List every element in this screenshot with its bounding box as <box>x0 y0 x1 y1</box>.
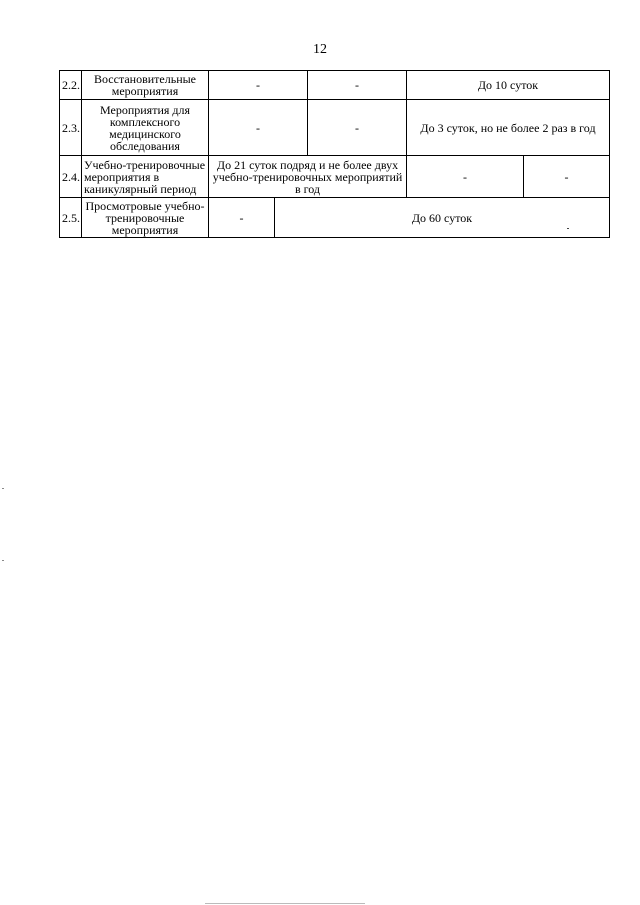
page-number: 12 <box>313 42 327 57</box>
row-cell: - <box>524 156 610 198</box>
row-cell: - <box>407 156 524 198</box>
row-cell: - <box>308 71 407 100</box>
row-merged-cell: До 60 суток <box>275 198 610 238</box>
row-name: Учебно-тренировочные мероприятия в каникулярный период <box>82 156 209 198</box>
row-name: Мероприятия для комплексного медицинского обследования <box>82 100 209 156</box>
row-cell: - <box>308 100 407 156</box>
row-merged-cell: До 10 суток <box>407 71 610 100</box>
row-cell: - <box>209 71 308 100</box>
table-row <box>60 198 610 238</box>
scan-speck <box>2 560 4 561</box>
scan-speck <box>567 228 569 229</box>
row-number: 2.3. <box>60 100 82 156</box>
row-name: Просмотровые учебно-тренировочные мероприятия <box>82 198 209 238</box>
table-row <box>60 71 610 100</box>
row-cell: - <box>209 198 275 238</box>
regulations-table <box>59 70 610 238</box>
row-merged-cell: До 3 суток, но не более 2 раз в год <box>407 100 610 156</box>
table-row <box>60 156 610 198</box>
row-name: Восстановительные мероприятия <box>82 71 209 100</box>
scan-speck <box>205 903 365 904</box>
row-merged-cell: До 21 суток подряд и не более двух учебно-тренировочных мероприятий в год <box>209 156 407 198</box>
scan-speck <box>2 488 4 489</box>
row-number: 2.5. <box>60 198 82 238</box>
row-cell: - <box>209 100 308 156</box>
row-number: 2.2. <box>60 71 82 100</box>
table-row <box>60 100 610 156</box>
row-number: 2.4. <box>60 156 82 198</box>
